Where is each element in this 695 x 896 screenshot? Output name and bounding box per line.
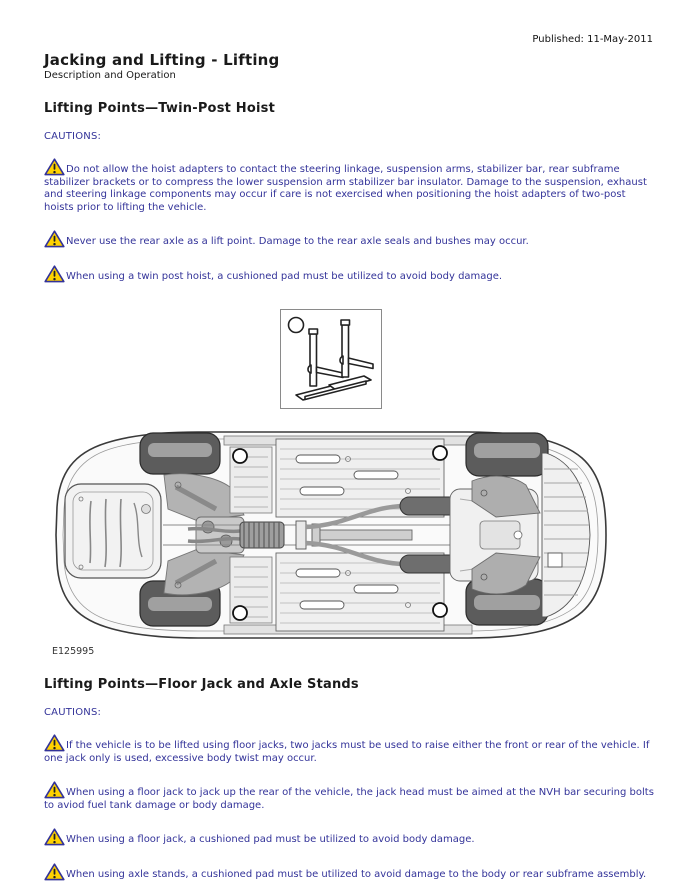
caution-text: Never use the rear axle as a lift point. Damage to the rear axle seals and bushes may occur. <box>66 236 529 247</box>
caution-text: When using axle stands, a cushioned pad must be utilized to avoid damage to the body or rear subframe assembly. <box>66 868 647 880</box>
caution-item <box>44 863 655 882</box>
caution-item <box>44 828 655 847</box>
cautions-label: CAUTIONS: <box>44 131 102 142</box>
caution-text: When using a floor jack, a cushioned pad must be utilized to avoid body damage. <box>66 834 475 845</box>
warning-triangle-icon <box>44 265 65 283</box>
page-title: Jacking and Lifting - Lifting <box>44 51 280 69</box>
caution-text: When using a twin post hoist, a cushioned pad must be utilized to avoid body damage. <box>66 270 503 282</box>
warning-triangle-icon <box>44 158 65 176</box>
warning-triangle-icon <box>44 828 65 846</box>
cautions-label: CAUTIONS: <box>44 707 102 718</box>
warning-triangle-icon <box>44 734 65 752</box>
caution-item <box>44 230 655 249</box>
section-heading-twin-post: Lifting Points—Twin-Post Hoist <box>44 101 275 116</box>
warning-triangle-icon <box>44 781 65 799</box>
caution-item <box>44 158 655 214</box>
caution-item <box>44 734 655 765</box>
warning-triangle-icon <box>44 863 65 881</box>
warning-triangle-icon <box>44 230 65 248</box>
caution-text: When using a floor jack to jack up the rear of the vehicle, the jack head must be aimed at the NVH bar securing bolts to aviod fuel tank damage or body damage. <box>44 787 654 811</box>
caution-text: Do not allow the hoist adapters to contact the steering linkage, suspension arms, stabilizer bar, rear subframe stabilizer brackets or to compress the lower suspension arm stabilizer bar insulator. Damage to the suspension, exhaust and steering linkage components may occur if care is not exercised when positioning the hoist adapters of two-post hoists prior to lifting the vehicle. <box>44 164 647 213</box>
caution-text: If the vehicle is to be lifted using floor jacks, two jacks must be used to raise either the front or rear of the vehicle. If one jack only is used, excessive body twist may occur. <box>44 740 650 764</box>
caution-item <box>44 265 655 284</box>
twin-post-hoist-figure <box>280 309 382 409</box>
underbody-lift-points-figure <box>48 429 613 641</box>
vehicle-underbody-diagram <box>48 429 613 641</box>
engine-undertray <box>65 484 161 578</box>
page-subtitle: Description and Operation <box>44 70 176 81</box>
published-date: Published: 11-May-2011 <box>532 34 653 45</box>
twin-post-hoist-icon <box>281 310 381 408</box>
caution-item <box>44 781 655 812</box>
figure-code: E125995 <box>52 646 95 657</box>
section-heading-floor-jack: Lifting Points—Floor Jack and Axle Stands <box>44 677 359 692</box>
rear-subframe <box>450 476 540 594</box>
